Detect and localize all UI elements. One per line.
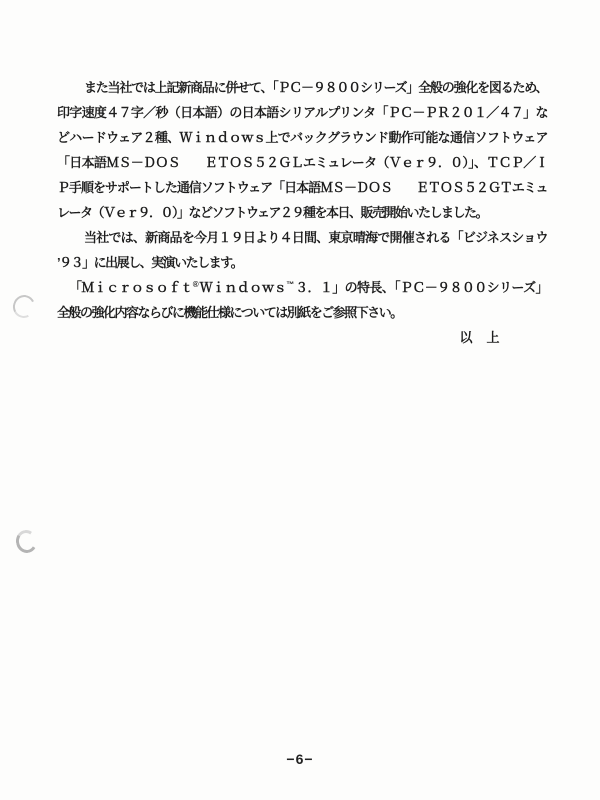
page-number: −6− <box>286 751 314 767</box>
microsoft-line-middle: Ｗｉｎｄｏｗｓ <box>198 280 287 295</box>
body-line: Ｐ手順をサポートした通信ソフトウェア「日本語ＭＳ－ＤＯＳ ＥＴＯＳ５２ＧＴエミュ <box>57 180 547 195</box>
binder-hole-mark <box>10 292 38 321</box>
body-line: また当社では上記新商品に併せて、「ＰＣ－９８００シリーズ」全般の強化を図るため、 <box>84 80 547 95</box>
closing-phrase: 以 上 <box>459 330 500 345</box>
body-line: ’９３」に出展し、実演いたします。 <box>57 255 243 270</box>
body-line: 当社では、新商品を今月１９日より４日間、東京晴海で開催される「ビジネスショウ <box>84 230 547 245</box>
registered-trademark-symbol: ® <box>192 280 199 289</box>
body-line: 全般の強化内容ならびに機能仕様については別紙をご参照下さい。 <box>57 305 402 320</box>
binder-hole-mark <box>14 528 39 555</box>
microsoft-line-prefix: 「Ｍｉｃｒｏｓｏｆｔ <box>69 280 193 295</box>
document-body <box>57 75 547 350</box>
trademark-symbol: ™ <box>286 280 295 289</box>
body-line: 印字速度４７字／秒（日本語）の日本語シリアルプリンタ「ＰＣ－ＰＲ２０１／４７」な <box>57 105 547 120</box>
body-line: 「日本語ＭＳ－ＤＯＳ ＥＴＯＳ５２ＧＬエミュレータ（Ｖｅｒ９．０）」、ＴＣＰ／Ｉ <box>57 155 547 170</box>
microsoft-line-suffix: ３．１」の特長、「ＰＣ－９８００シリーズ」 <box>294 280 547 295</box>
body-line: レータ（Ｖｅｒ９．０）」などソフトウェア２９種を本日、販売開始いたしました。 <box>57 205 487 220</box>
body-line: どハードウェア２種、Ｗｉｎｄｏｗｓ上でバックグラウンド動作可能な通信ソフトウェア <box>57 130 547 145</box>
body-line-microsoft-windows <box>57 275 547 300</box>
